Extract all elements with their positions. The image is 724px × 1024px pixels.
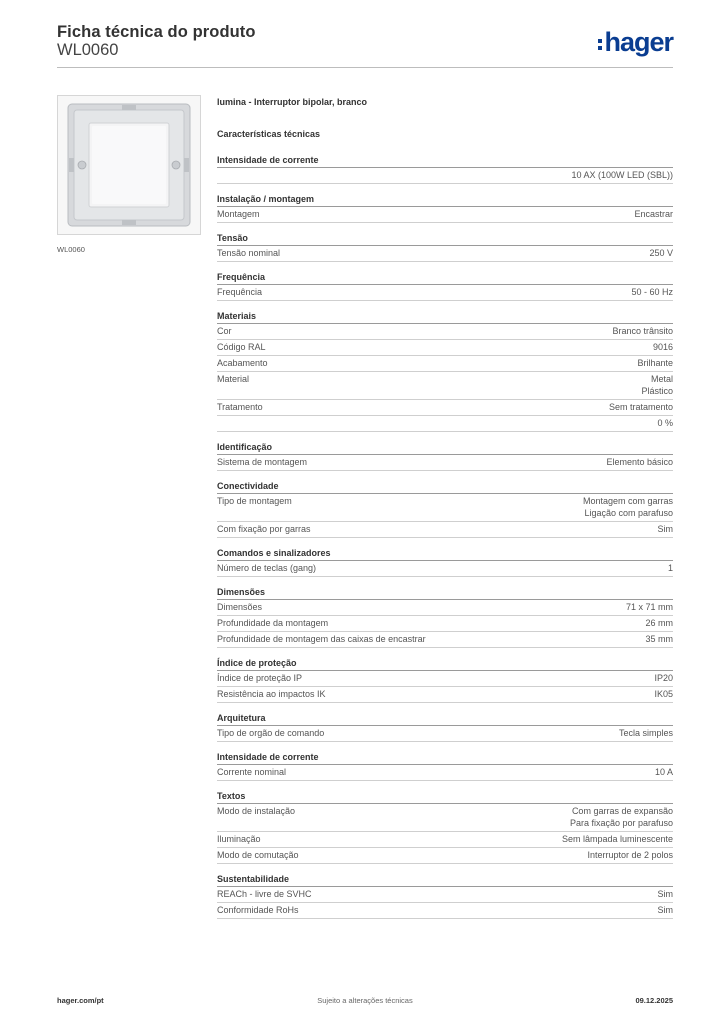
spec-label: Tipo de montagem	[217, 496, 292, 506]
spec-label	[217, 417, 657, 429]
spec-label: Tensão nominal	[217, 248, 281, 258]
spec-label: Resistência ao impactos IK	[217, 689, 326, 699]
spec-value: 0 %	[657, 418, 673, 428]
spec-value: 71 x 71 mm	[625, 602, 673, 612]
spec-section	[217, 751, 673, 781]
spec-section	[217, 310, 673, 432]
spec-label: Modo de comutação	[217, 850, 299, 860]
spec-row	[217, 632, 673, 648]
spec-value: 1	[667, 563, 673, 573]
spec-section	[217, 657, 673, 703]
spec-row	[217, 765, 673, 781]
spec-label: Número de teclas (gang)	[217, 563, 317, 573]
section-title: Frequência	[217, 271, 673, 285]
section-title: Tensão	[217, 232, 673, 246]
spec-row	[217, 416, 673, 432]
spec-value: 50 - 60 Hz	[631, 287, 673, 297]
product-image	[57, 95, 201, 235]
product-name: lumina - Interruptor bipolar, branco	[217, 97, 368, 107]
section-title: Sustentabilidade	[217, 873, 673, 887]
spec-label: Profundidade de montagem das caixas de encastrar	[217, 634, 426, 644]
spec-value: Sim	[657, 889, 673, 899]
spec-row	[217, 285, 673, 301]
spec-section	[217, 271, 673, 301]
image-caption: WL0060	[57, 245, 85, 254]
document-title: Ficha técnica do produto	[57, 23, 256, 41]
spec-row	[217, 356, 673, 372]
spec-label: Corrente nominal	[217, 767, 287, 777]
spec-label: Dimensões	[217, 602, 263, 612]
spec-row	[217, 372, 673, 400]
section-title: Textos	[217, 790, 673, 804]
spec-row	[217, 561, 673, 577]
spec-label: Profundidade da montagem	[217, 618, 329, 628]
spec-content	[217, 97, 673, 919]
spec-row	[217, 340, 673, 356]
spec-label: Cor	[217, 326, 232, 336]
section-title: Índice de proteção	[217, 657, 673, 671]
spec-label: Conformidade RoHs	[217, 905, 299, 915]
page-header	[57, 20, 673, 70]
spec-row	[217, 671, 673, 687]
spec-row	[217, 726, 673, 742]
spec-value: Encastrar	[634, 209, 673, 219]
footer-website-link[interactable]: hager.com/pt	[57, 996, 104, 1005]
spec-value: 10 AX (100W LED (SBL))	[571, 170, 673, 180]
spec-section	[217, 712, 673, 742]
spec-label: REACh - livre de SVHC	[217, 889, 312, 899]
footer-date: 09.12.2025	[635, 996, 673, 1005]
spec-label: Índice de proteção IP	[217, 673, 303, 683]
section-title: Instalação / montagem	[217, 193, 673, 207]
spec-row	[217, 494, 673, 522]
spec-value: Tecla simples	[618, 728, 673, 738]
spec-row	[217, 246, 673, 262]
spec-value: Montagem com garras Ligação com parafuso	[582, 496, 673, 518]
spec-value: IP20	[654, 673, 673, 683]
section-title: Identificação	[217, 441, 673, 455]
spec-value: 26 mm	[645, 618, 673, 628]
spec-label: Acabamento	[217, 358, 268, 368]
spec-label: Material	[217, 374, 250, 384]
spec-value: Elemento básico	[606, 457, 673, 467]
spec-row	[217, 903, 673, 919]
spec-value: Brilhante	[637, 358, 673, 368]
header-divider	[57, 67, 673, 68]
spec-value: 250 V	[649, 248, 673, 258]
spec-section	[217, 790, 673, 864]
spec-section	[217, 193, 673, 223]
spec-row	[217, 616, 673, 632]
spec-value: Metal Plástico	[641, 374, 673, 396]
spec-value: Sem tratamento	[608, 402, 673, 412]
spec-row	[217, 804, 673, 832]
spec-label: Sistema de montagem	[217, 457, 308, 467]
spec-row	[217, 887, 673, 903]
section-title: Intensidade de corrente	[217, 154, 673, 168]
spec-section	[217, 480, 673, 538]
spec-label: Modo de instalação	[217, 806, 296, 816]
section-title: Arquitetura	[217, 712, 673, 726]
spec-row	[217, 600, 673, 616]
logo-mark-icon	[598, 39, 602, 50]
spec-section	[217, 154, 673, 184]
spec-label: Código RAL	[217, 342, 266, 352]
spec-row	[217, 455, 673, 471]
characteristics-title: Características técnicas	[217, 129, 321, 139]
spec-section	[217, 586, 673, 648]
spec-row	[217, 522, 673, 538]
footer-notice: Sujeito a alterações técnicas	[317, 996, 413, 1005]
spec-value: Sim	[657, 524, 673, 534]
spec-section	[217, 232, 673, 262]
spec-value: 10 A	[654, 767, 673, 777]
light-switch-icon	[58, 96, 200, 234]
section-title: Comandos e sinalizadores	[217, 547, 673, 561]
spec-section	[217, 547, 673, 577]
spec-label: Tipo de orgão de comando	[217, 728, 325, 738]
spec-label: Com fixação por garras	[217, 524, 311, 534]
spec-value: 9016	[652, 342, 673, 352]
spec-row	[217, 207, 673, 223]
spec-value: IK05	[654, 689, 673, 699]
spec-row	[217, 687, 673, 703]
spec-label: Tratamento	[217, 402, 263, 412]
spec-section	[217, 441, 673, 471]
product-code: WL0060	[57, 41, 119, 59]
section-title: Materiais	[217, 310, 673, 324]
spec-label: Montagem	[217, 209, 260, 219]
section-title: Conectividade	[217, 480, 673, 494]
spec-label: Iluminação	[217, 834, 261, 844]
spec-value: 35 mm	[645, 634, 673, 644]
spec-row	[217, 324, 673, 340]
spec-section	[217, 873, 673, 919]
spec-row	[217, 168, 673, 184]
spec-row	[217, 832, 673, 848]
spec-sections	[217, 154, 673, 919]
spec-value: Com garras de expansão Para fixação por parafuso	[569, 806, 673, 828]
spec-value: Interruptor de 2 polos	[587, 850, 673, 860]
section-title: Dimensões	[217, 586, 673, 600]
spec-row	[217, 848, 673, 864]
spec-value: Sim	[657, 905, 673, 915]
spec-label	[217, 169, 571, 181]
spec-row	[217, 400, 673, 416]
spec-label: Frequência	[217, 287, 263, 297]
logo-text: hager	[604, 26, 673, 57]
spec-value: Branco trânsito	[612, 326, 673, 336]
spec-value: Sem lâmpada luminescente	[561, 834, 673, 844]
hager-logo	[598, 24, 673, 60]
section-title: Intensidade de corrente	[217, 751, 673, 765]
